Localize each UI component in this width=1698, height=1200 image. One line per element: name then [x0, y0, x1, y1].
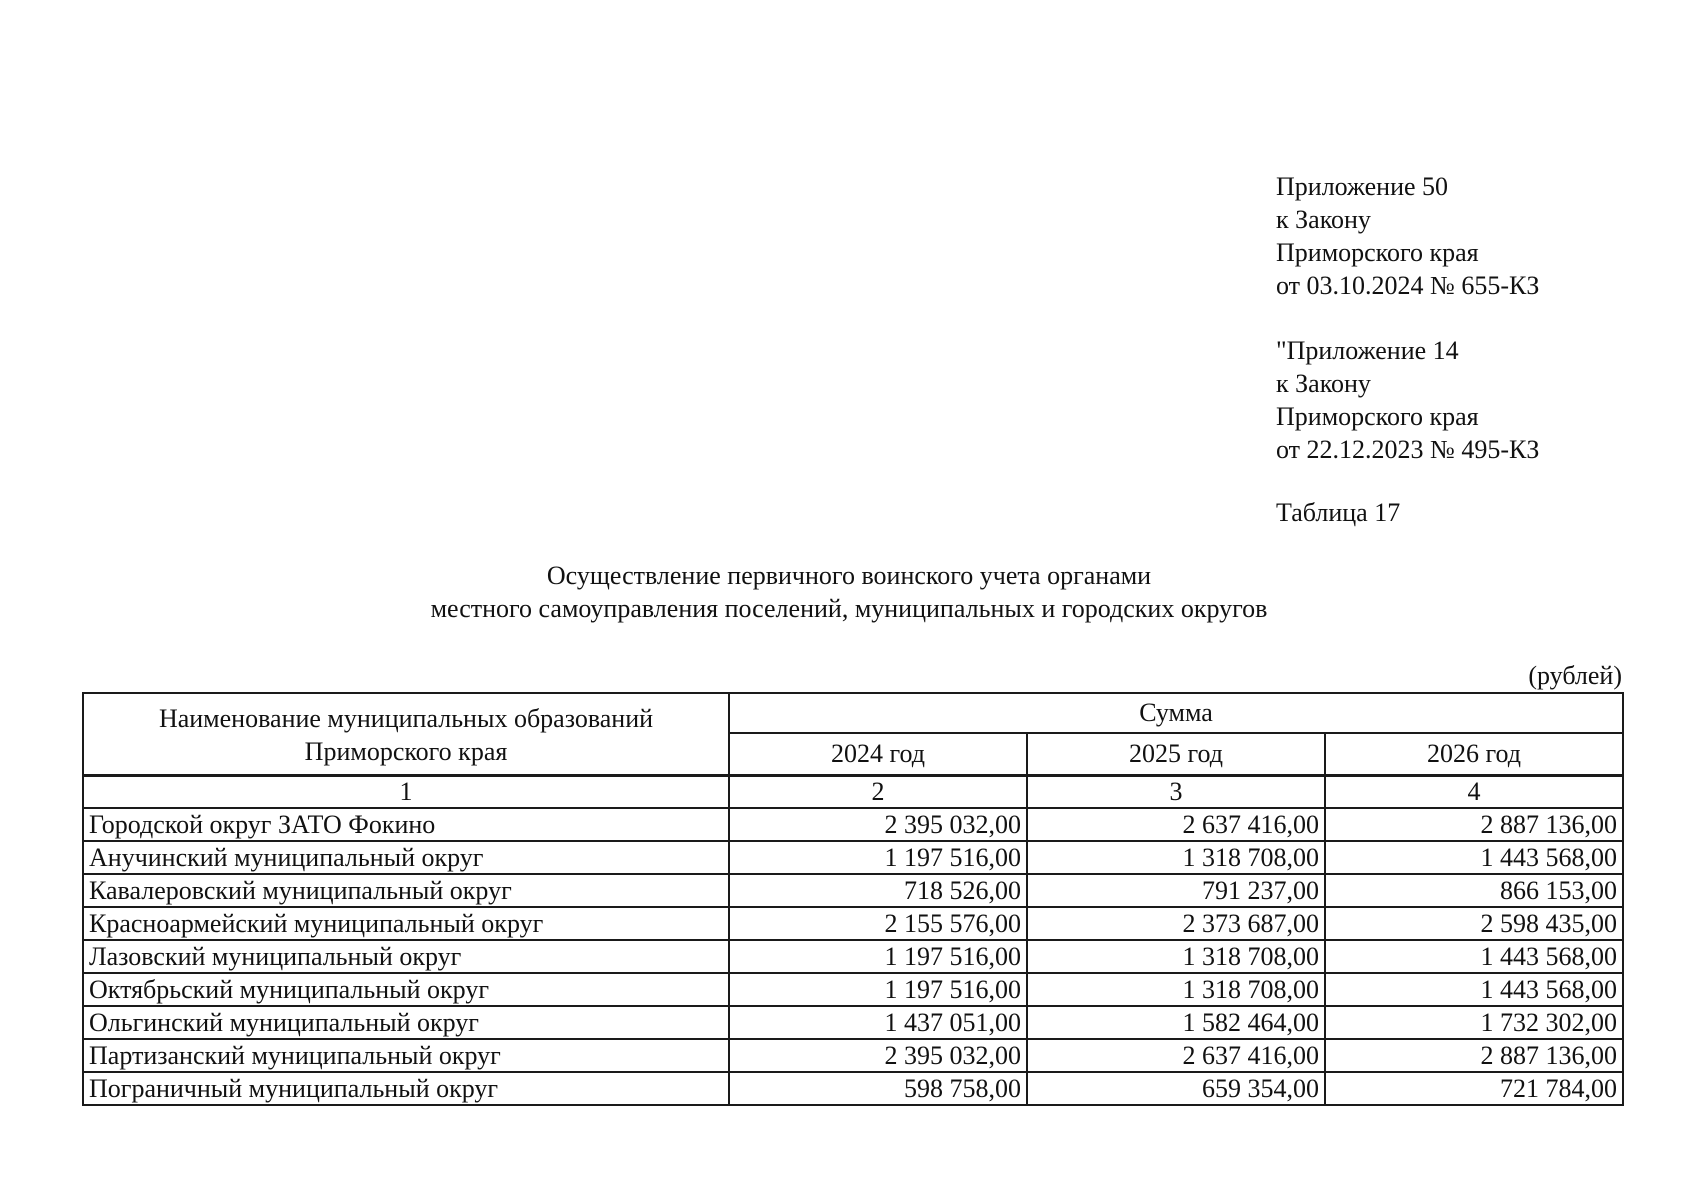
budget-table: [82, 692, 1624, 1106]
appendix-amended-reference: [1276, 334, 1539, 466]
header-year-2025: 2025 год: [1027, 733, 1325, 776]
title-line-1: Осуществление первичного воинского учета органами: [546, 561, 1152, 590]
amount-2024: 1 437 051,00: [729, 1006, 1027, 1039]
amount-2026: 2 598 435,00: [1325, 907, 1623, 940]
municipality-name: Кавалеровский муниципальный округ: [83, 874, 729, 907]
appendix-current-reference: [1276, 170, 1539, 302]
appendix-line: "Приложение 14: [1276, 336, 1459, 365]
amount-2025: 2 637 416,00: [1027, 1039, 1325, 1072]
amount-2025: 1 318 708,00: [1027, 841, 1325, 874]
column-number: 2: [729, 776, 1027, 809]
amount-2025: 1 318 708,00: [1027, 973, 1325, 1006]
header-year-2024: 2024 год: [729, 733, 1027, 776]
table-row: [83, 874, 1623, 907]
amount-2024: 1 197 516,00: [729, 973, 1027, 1006]
amount-2024: 718 526,00: [729, 874, 1027, 907]
column-number: 4: [1325, 776, 1623, 809]
amount-2026: 2 887 136,00: [1325, 808, 1623, 841]
appendix-line: к Закону: [1276, 205, 1371, 234]
table-label: Таблица 17: [1276, 498, 1401, 527]
amount-2024: 2 395 032,00: [729, 808, 1027, 841]
municipality-name: Анучинский муниципальный округ: [83, 841, 729, 874]
header-year-2026: 2026 год: [1325, 733, 1623, 776]
amount-2026: 1 443 568,00: [1325, 973, 1623, 1006]
amount-2025: 1 582 464,00: [1027, 1006, 1325, 1039]
units-label: (рублей): [1528, 661, 1622, 690]
municipality-name: Пограничный муниципальный округ: [83, 1072, 729, 1105]
amount-2026: 1 443 568,00: [1325, 940, 1623, 973]
amount-2026: 2 887 136,00: [1325, 1039, 1623, 1072]
title-line-2: местного самоуправления поселений, муниципальных и городских округов: [430, 594, 1268, 623]
column-numbers-row: [83, 776, 1623, 809]
amount-2025: 1 318 708,00: [1027, 940, 1325, 973]
amount-2026: 721 784,00: [1325, 1072, 1623, 1105]
appendix-line: Приложение 50: [1276, 172, 1449, 201]
amount-2024: 598 758,00: [729, 1072, 1027, 1105]
table-row: [83, 973, 1623, 1006]
municipality-name: Партизанский муниципальный округ: [83, 1039, 729, 1072]
table-row: [83, 907, 1623, 940]
appendix-line: от 22.12.2023 № 495-КЗ: [1276, 435, 1540, 464]
table-row: [83, 808, 1623, 841]
municipality-name: Лазовский муниципальный округ: [83, 940, 729, 973]
amount-2024: 2 395 032,00: [729, 1039, 1027, 1072]
header-municipality-name: Наименование муниципальных образований Приморского края: [83, 693, 729, 776]
appendix-line: к Закону: [1276, 369, 1371, 398]
amount-2026: 1 443 568,00: [1325, 841, 1623, 874]
amount-2024: 2 155 576,00: [729, 907, 1027, 940]
amount-2025: 659 354,00: [1027, 1072, 1325, 1105]
municipality-name: Городской округ ЗАТО Фокино: [83, 808, 729, 841]
column-number: 1: [83, 776, 729, 809]
municipality-name: Ольгинский муниципальный округ: [83, 1006, 729, 1039]
document-title: [0, 559, 1698, 625]
column-number: 3: [1027, 776, 1325, 809]
appendix-line: Приморского края: [1276, 402, 1479, 431]
appendix-line: Приморского края: [1276, 238, 1479, 267]
municipality-name: Октябрьский муниципальный округ: [83, 973, 729, 1006]
header-sum: Сумма: [729, 693, 1623, 733]
table-row: [83, 1039, 1623, 1072]
amount-2026: 1 732 302,00: [1325, 1006, 1623, 1039]
table-row: [83, 1072, 1623, 1105]
appendix-line: от 03.10.2024 № 655-КЗ: [1276, 271, 1540, 300]
amount-2025: 2 637 416,00: [1027, 808, 1325, 841]
amount-2024: 1 197 516,00: [729, 940, 1027, 973]
amount-2026: 866 153,00: [1325, 874, 1623, 907]
municipality-name: Красноармейский муниципальный округ: [83, 907, 729, 940]
table-row: [83, 841, 1623, 874]
amount-2024: 1 197 516,00: [729, 841, 1027, 874]
table-row: [83, 1006, 1623, 1039]
amount-2025: 2 373 687,00: [1027, 907, 1325, 940]
table-row: [83, 940, 1623, 973]
amount-2025: 791 237,00: [1027, 874, 1325, 907]
